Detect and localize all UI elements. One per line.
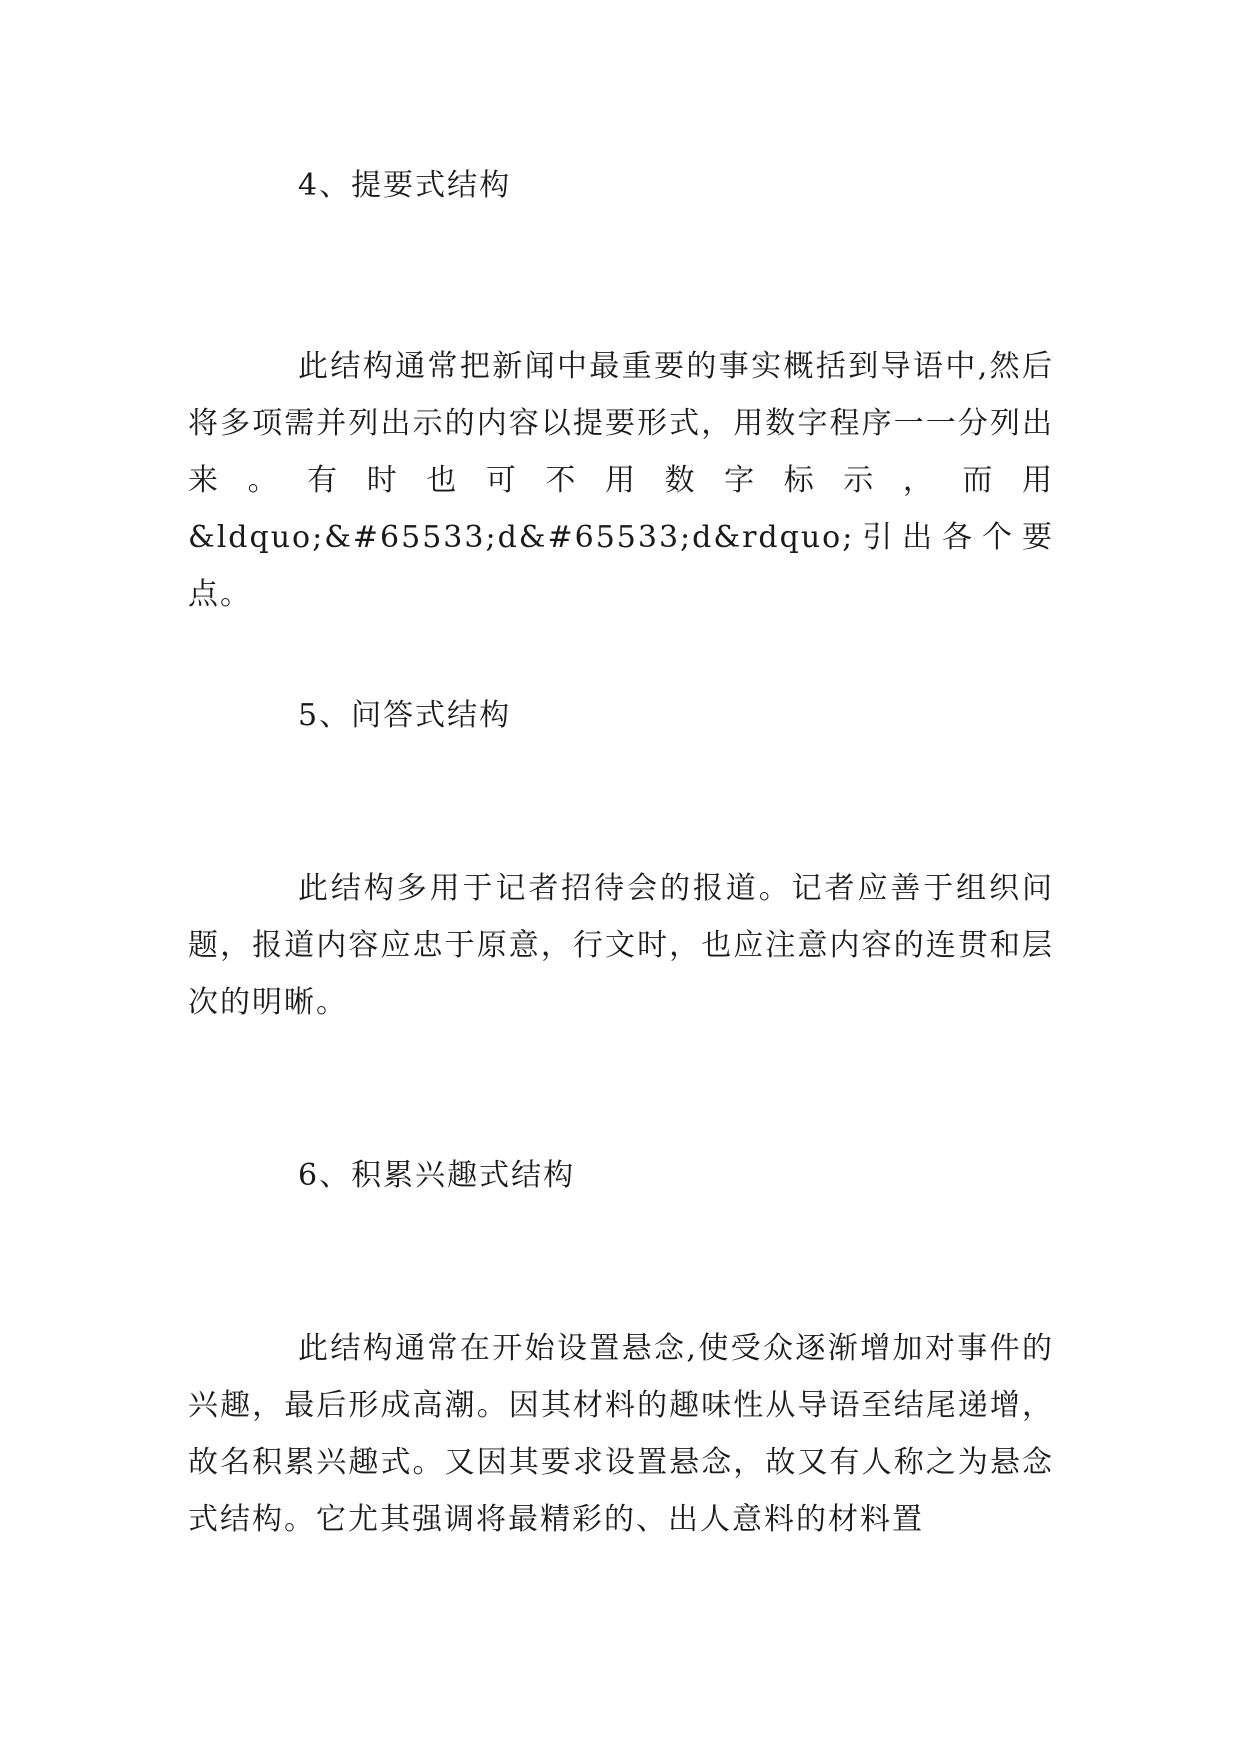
- section-body-5: 此结构多用于记者招待会的报道。记者应善于组织问题，报道内容应忠于原意，行文时，也应注意内容的连贯和层次的明晰。: [188, 871, 1054, 1020]
- section-heading-4: 4、提要式结构: [298, 168, 512, 203]
- section-heading-6: 6、积累兴趣式结构: [298, 1158, 576, 1193]
- section-heading-5: 5、问答式结构: [298, 698, 512, 733]
- section-body-4: 此结构通常把新闻中最重要的事实概括到导语中,然后将多项需并列出示的内容以提要形式，用数字程序一一分列出来。有时也可不用数字标示，而用&ldquo;&#65533;d&#65533;d&rdquo;引出各个要点。: [188, 349, 1054, 612]
- section-body-6: 此结构通常在开始设置悬念,使受众逐渐增加对事件的兴趣，最后形成高潮。因其材料的趣味性从导语至结尾递增，故名积累兴趣式。又因其要求设置悬念，故又有人称之为悬念式结构。它尤其强调将最精彩的、出人意料的材料置: [188, 1331, 1054, 1537]
